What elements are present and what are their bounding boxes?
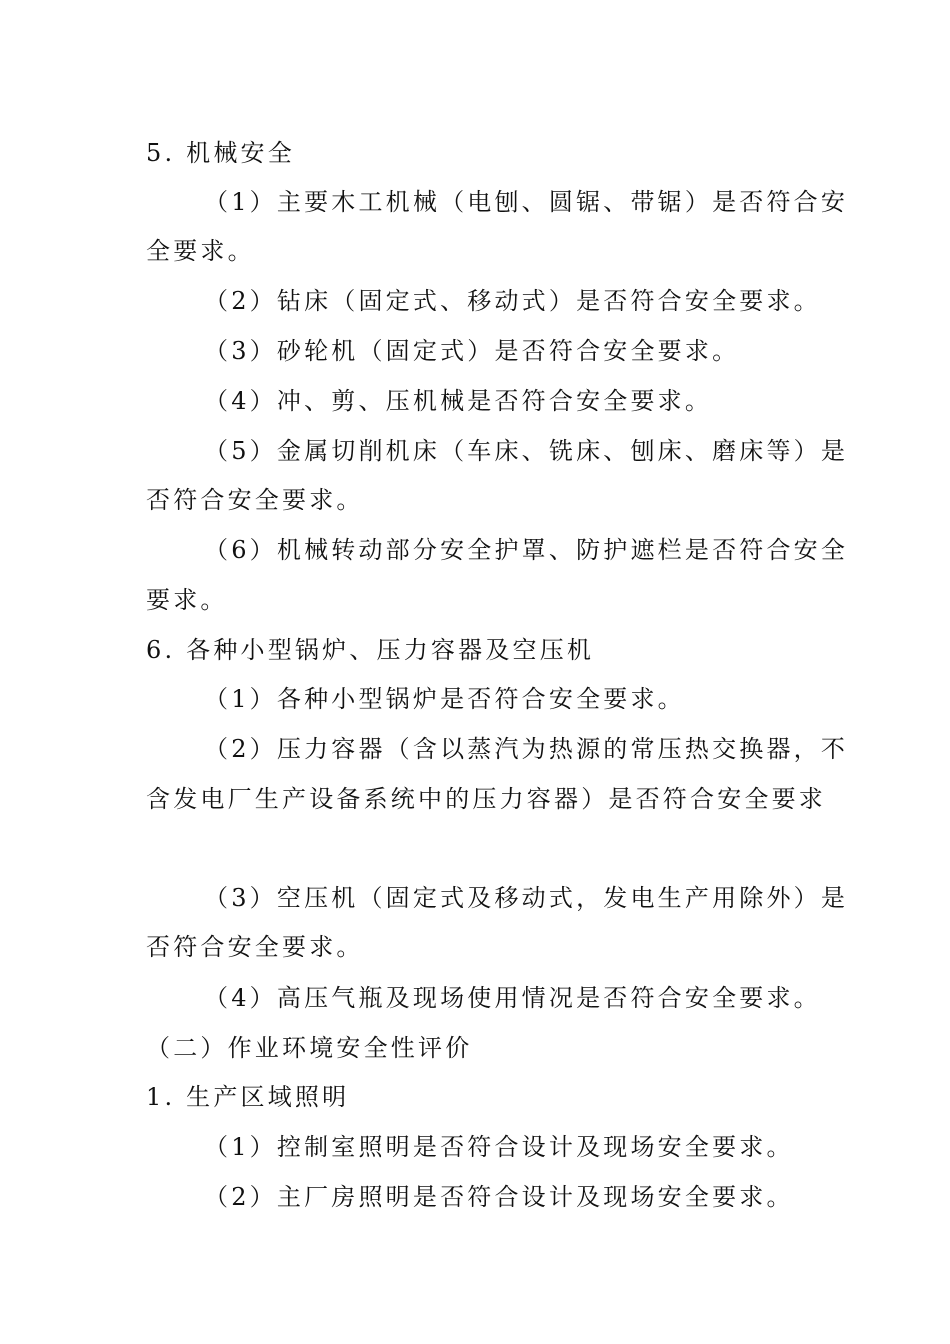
item-pressure-vessels-cont: 含发电厂生产设备系统中的压力容器）是否符合安全要求 xyxy=(146,785,826,813)
item-air-compressor: （3）空压机（固定式及移动式，发电生产用除外）是 xyxy=(204,884,849,912)
section-heading-boilers-pressure-vessels: 6. 各种小型锅炉、压力容器及空压机 xyxy=(146,636,595,664)
item-woodworking-machinery-cont: 全要求。 xyxy=(146,237,255,265)
item-grinding-machine: （3）砂轮机（固定式）是否符合安全要求。 xyxy=(204,337,740,365)
item-press-shear-machinery: （4）冲、剪、压机械是否符合安全要求。 xyxy=(204,387,713,415)
item-woodworking-machinery: （1）主要木工机械（电刨、圆锯、带锯）是否符合安 xyxy=(204,188,849,216)
item-control-room-lighting: （1）控制室照明是否符合设计及现场安全要求。 xyxy=(204,1133,794,1161)
item-air-compressor-cont: 否符合安全要求。 xyxy=(146,933,364,961)
item-metal-cutting-machine: （5）金属切削机床（车床、铣床、刨床、磨床等）是 xyxy=(204,437,849,465)
item-guards-barriers-cont: 要求。 xyxy=(146,586,228,614)
item-drilling-machine: （2）钻床（固定式、移动式）是否符合安全要求。 xyxy=(204,287,821,315)
section-heading-machinery-safety: 5. 机械安全 xyxy=(146,139,295,167)
item-metal-cutting-machine-cont: 否符合安全要求。 xyxy=(146,486,364,514)
item-gas-cylinders: （4）高压气瓶及现场使用情况是否符合安全要求。 xyxy=(204,984,821,1012)
section-heading-work-environment: （二）作业环境安全性评价 xyxy=(146,1034,473,1062)
item-small-boilers: （1）各种小型锅炉是否符合安全要求。 xyxy=(204,685,685,713)
section-heading-lighting: 1. 生产区域照明 xyxy=(146,1083,350,1111)
item-guards-barriers: （6）机械转动部分安全护罩、防护遮栏是否符合安全 xyxy=(204,536,849,564)
item-main-building-lighting: （2）主厂房照明是否符合设计及现场安全要求。 xyxy=(204,1183,794,1211)
item-pressure-vessels: （2）压力容器（含以蒸汽为热源的常压热交换器，不 xyxy=(204,735,849,763)
